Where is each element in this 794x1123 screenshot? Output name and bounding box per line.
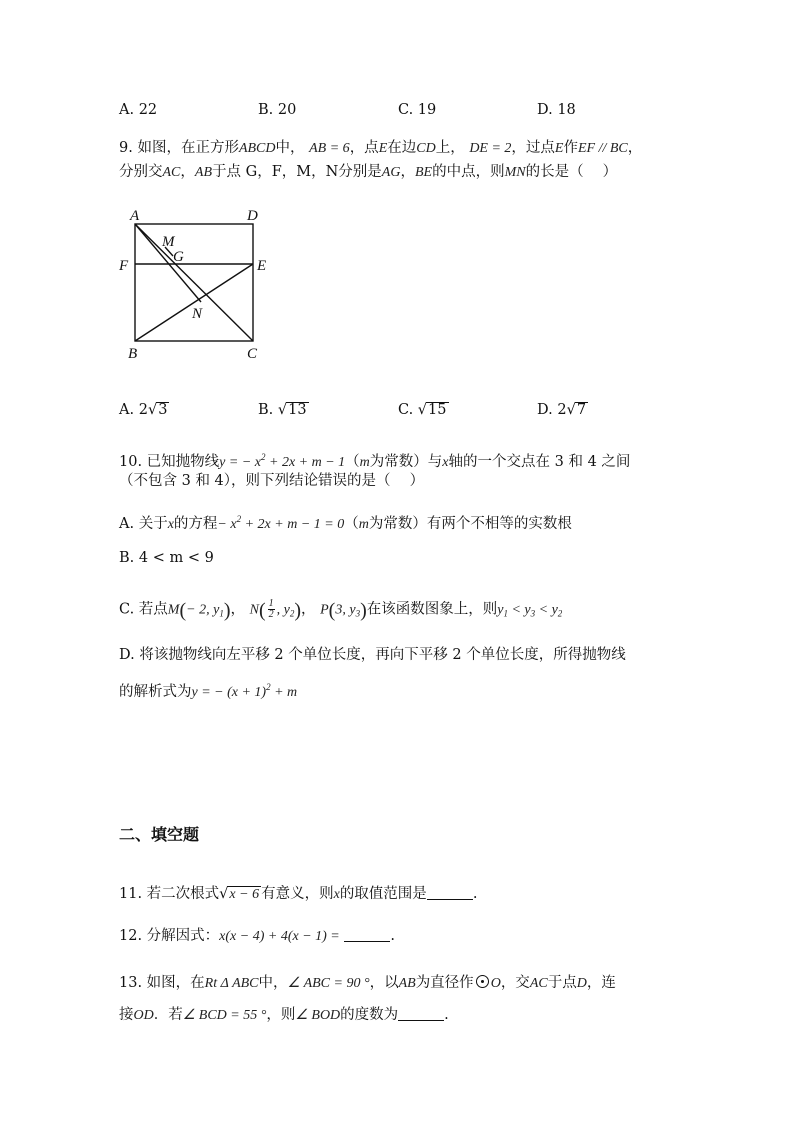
q10-option-a: A. 关于x的方程− $x^2 + 2x + m - 1 = 0(m$为常数）有两个不相等的实数根 [119, 514, 572, 532]
q8-option-a: A. 22 [119, 102, 158, 118]
q13-line-2: 接OD．若∠ BCD = 55 °，则∠ BOD的度数为 . [119, 1007, 449, 1023]
label-d: D [247, 208, 258, 224]
q10-option-d-line-1: D. 将该抛物线向左平移 2 个单位长度，再向下平移 2 个单位长度，所得抛物线 [119, 647, 626, 663]
square-figure [110, 200, 280, 365]
q12: 12. 分解因式：x(x − 4) + 4(x − 1) = . [119, 928, 395, 944]
circle-dot-icon [476, 975, 489, 988]
diagonal-ac [135, 224, 253, 341]
q11-answer-blank[interactable] [427, 885, 473, 900]
q11: 11. 若二次根式√x − 6 有意义，则x的取值范围是 . [119, 886, 478, 902]
section-heading-fill-in: 二、填空题 [119, 825, 200, 844]
q10-line-2: （不包含 3 和 4），则下列结论错误的是（ ） [119, 473, 425, 489]
q9-option-d: D. 2√7 [537, 402, 587, 418]
q13-answer-blank[interactable] [398, 1006, 444, 1021]
q10-option-b: B. 4 < m < 9 [119, 550, 214, 566]
label-n: N [192, 306, 203, 322]
q10-option-c: C. 若点M(− 2, $y_1$)， N( $\frac{1}{2}$ , $y_2$)， P(3, $y_3$)在该函数图象上，则$y_1 < y_3 < y_2$ [119, 598, 563, 622]
q13-line-1: 13. 如图，在Rt Δ ABC中，∠ ABC = 90 °，以AB为直径作 O，交AC于点D，连 [119, 975, 616, 991]
q9-line-1: 9. 如图，在正方形ABCD中， AB = 6，点E在边CD上， DE = 2，过点E作EF // BC， [119, 140, 643, 156]
label-c: C [247, 346, 258, 362]
label-e: E [257, 258, 267, 274]
q12-answer-blank[interactable] [344, 927, 390, 942]
q9-line-2: 分别交AC，AB于点 G，F，M，N分别是AG，BE的中点，则MN的长是（ ） [119, 164, 618, 180]
label-g: G [173, 249, 184, 265]
q8-option-c: C. 19 [398, 102, 437, 118]
q8-option-b: B. 20 [258, 102, 297, 118]
label-b: B [128, 346, 138, 362]
q10-line-1: 10. 已知抛物线y = − $x^2 + 2x + m - 1(m$为常数）与x轴的一个交点在 3 和 4 之间 [119, 452, 631, 470]
label-a: A [130, 208, 140, 224]
q9-option-c: C. √15 [398, 402, 447, 418]
q8-option-d: D. 18 [537, 102, 576, 118]
segment-be [135, 264, 253, 341]
q10-option-d-line-2: 的解析式为y = − $(x + 1)^2 + m$ [119, 682, 298, 700]
label-m: M [162, 234, 175, 250]
q9-option-b: B. √13 [258, 402, 307, 418]
label-f: F [119, 258, 129, 274]
q9-option-a: A. 2√3 [119, 402, 168, 418]
